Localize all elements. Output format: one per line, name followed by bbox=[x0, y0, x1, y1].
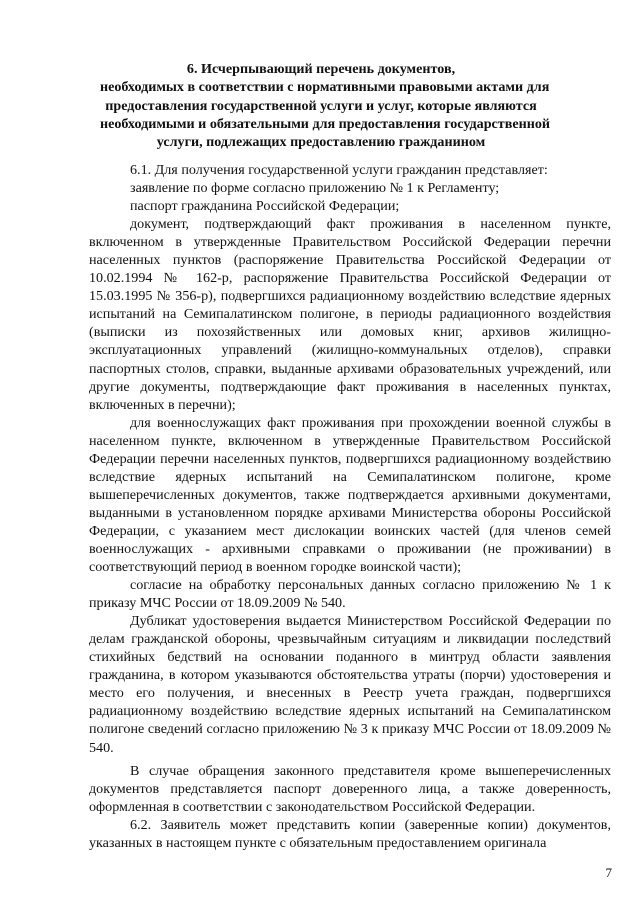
paragraph-residence-document: документ, подтверждающий факт проживания в населенном пункте, включенном в утвержденные Правительством Российской Федерации перечни населенных пунктов (распоряжение Правительства Российской Федерации от 10.02.1994 № 162-р, распоряжение Правительства Российской Федерации от 15.03.1995 № 356-р), подвергшихся радиационному воздействию вследствие ядерных испытаний на Семипалатинском полигоне, в периоды радиационного воздействия (выписки из похозяйственных или домовых книг, архивов жилищно-эксплуатационных управлений (жилищно-коммунальных отделов), справки паспортных столов, справки, выданные архивами образовательных учреждений, или другие документы, подтверждающие факт проживания в населенных пунктах, включенных в перечни); bbox=[89, 216, 611, 413]
paragraph-passport: паспорт гражданина Российской Федерации; bbox=[130, 198, 400, 215]
paragraph-personal-data-consent: согласие на обработку персональных данных согласно приложению № 1 к приказу МЧС России от 18.09.2009 № 540. bbox=[89, 577, 611, 612]
heading-line: услуги, подлежащих предоставлению гражданином bbox=[156, 134, 486, 151]
heading-line: необходимых в соответствии с нормативными правовыми актами для bbox=[100, 79, 550, 96]
paragraph-application: заявление по форме согласно приложению № 1 к Регламенту; bbox=[130, 180, 500, 197]
paragraph-6-1-intro: 6.1. Для получения государственной услуги гражданин представляет: bbox=[130, 162, 548, 178]
document-body bbox=[89, 161, 611, 852]
heading-line: 6. Исчерпывающий перечень документов, bbox=[186, 61, 456, 77]
page-number: 7 bbox=[605, 865, 612, 880]
paragraph-military-residence: для военнослужащих факт проживания при прохождении военной службы в населенном пункте, включенном в утвержденные Правительством Российской Федерации перечни населенных пунктов, подвергшихся радиационному воздействию вследствие ядерных испытаний на Семипалатинском полигоне, кроме вышеперечисленных документов, также подтверждается архивными документами, выданными в установленном порядке архивами Министерства обороны Российской Федерации, с указанием мест дислокации воинских частей (для членов семей военнослужащих - архивными справками о проживании (не проживании) в соответствующий период в военном городке воинской части); bbox=[89, 414, 611, 576]
paragraph-6-2-copies: 6.2. Заявитель может представить копии (заверенные копии) документов, указанных в настоящем пункте с обязательным предоставлением оригинала bbox=[89, 816, 611, 851]
heading-line: необходимыми и обязательными для предоставления государственной bbox=[100, 115, 551, 132]
paragraph-duplicate-certificate: Дубликат удостоверения выдается Министерством Российской Федерации по делам гражданской обороны, чрезвычайным ситуациям и ликвидации последствий стихийных бедствий на основании поданного в минтруд области заявления гражданина, в котором указываются обстоятельства утраты (порчи) удостоверения и место его получения, и внесенных в Реестр учета граждан, подвергшихся радиационному воздействию вследствие ядерных испытаний на Семипалатинском полигоне сведений согласно приложению № 3 к приказу МЧС России от 18.09.2009 № 540. bbox=[89, 613, 611, 756]
heading-line: предоставления государственной услуги и услуг, которые являются bbox=[105, 97, 537, 114]
paragraph-legal-representative: В случае обращения законного представителя кроме вышеперечисленных документов представляется паспорт доверенного лица, а также доверенность, оформленная в соответствии с законодательством Российской Федерации. bbox=[89, 762, 611, 815]
section-heading bbox=[100, 60, 551, 151]
